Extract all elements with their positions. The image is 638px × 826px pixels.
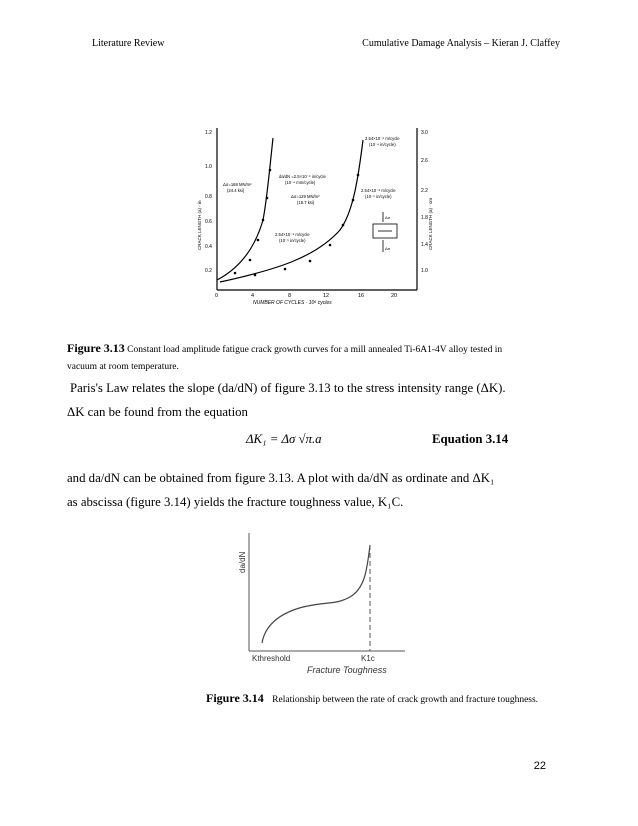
load-label-top: Δσ — [385, 215, 391, 220]
equation-label: Equation 3.14 — [432, 432, 509, 446]
y-right-tick: 1.8 — [421, 215, 428, 221]
load-label-bottom: Δσ — [385, 246, 391, 251]
equation: ΔK₁ = Δσ √π.a — [246, 432, 322, 446]
annotation: (10⁻⁴ mm/cycle) — [285, 180, 316, 185]
figure-3-13-caption-text2: vacuum at room temperature. — [67, 362, 179, 372]
dadn-sentence: and da/dN can be obtained from figure 3.13. A plot with da/dN as ordinate and ΔK₁ — [67, 471, 495, 485]
annotation: (10⁻⁶ in/cycle) — [365, 194, 392, 199]
annotation: 2.54×10⁻⁶ m/cycle — [365, 136, 400, 141]
annotation: da/dN =2.5×10⁻⁶ in/cycle — [279, 174, 326, 179]
annotation: (10⁻⁶ in/cycle) — [279, 238, 306, 243]
y-left-tick: 0.8 — [205, 194, 212, 200]
running-header-left: Literature Review — [92, 38, 165, 49]
y-left-tick: 0.6 — [205, 219, 212, 225]
y-right-tick: 2.2 — [421, 188, 428, 194]
y-axis-label: da/dN — [238, 551, 247, 573]
annotation: (24.4 ksi) — [227, 188, 245, 193]
figure-3-14-chart — [235, 525, 410, 685]
x-axis-label: NUMBER OF CYCLES · 10⁶ cycles — [253, 300, 332, 306]
x-axis-label: Fracture Toughness — [307, 665, 387, 675]
figure-3-13-caption — [67, 340, 502, 376]
annotation: Δσ=168 MN/m² — [223, 182, 252, 187]
y-right-tick: 3.0 — [421, 130, 428, 136]
y-right-tick: 1.4 — [421, 242, 428, 248]
annotation: Δσ=129 MN/m² — [291, 194, 320, 199]
figure-3-14-caption — [206, 691, 538, 706]
y-left-label: CRACK LENGTH (a) · in — [197, 200, 202, 250]
paris-law-sentence: Paris's Law relates the slope (da/dN) of figure 3.13 to the stress intensity range (ΔK). — [70, 381, 506, 395]
annotation: (10⁻⁴ in/cycle) — [369, 142, 396, 147]
figure-3-14-caption-text: Relationship between the rate of crack growth and fracture toughness. — [272, 695, 539, 705]
x-tick: 0 — [215, 293, 219, 299]
figure-3-13-caption-label: Figure 3.13 — [67, 341, 125, 355]
running-header-right: Cumulative Damage Analysis – Kieran J. Claffey — [362, 38, 560, 49]
annotation: 2.54×10⁻⁸ m/cycle — [361, 188, 396, 193]
fracture-toughness-sentence: as abscissa (figure 3.14) yields the fracture toughness value, K₁C. — [67, 495, 404, 509]
y-left-tick: 1.2 — [205, 130, 212, 136]
figure-3-13-chart — [195, 120, 435, 310]
x-tick: 20 — [391, 293, 398, 299]
y-right-tick: 2.6 — [421, 158, 428, 164]
y-left-tick: 0.4 — [205, 244, 212, 250]
y-left-tick: 1.0 — [205, 164, 212, 170]
delta-k-sentence: ΔK can be found from the equation — [67, 405, 248, 419]
annotation: 2.54×10⁻⁸ m/cycle — [275, 232, 310, 237]
x-tick: 8 — [288, 293, 292, 299]
annotation: (18.7 ksi) — [297, 200, 315, 205]
x-tick: 12 — [323, 293, 330, 299]
equation-row — [0, 432, 638, 456]
figure-3-14-caption-label: Figure 3.14 — [206, 691, 264, 705]
k1c-label: K1c — [361, 654, 375, 663]
y-right-tick: 1.0 — [421, 268, 428, 274]
x-tick: 16 — [358, 293, 365, 299]
y-right-label: CRACK LENGTH (a) · cm — [428, 197, 433, 250]
y-left-tick: 0.2 — [205, 268, 212, 274]
figure-3-13-caption-text: Constant load amplitude fatigue crack growth curves for a mill annealed Ti-6A1-4V alloy tested in — [127, 345, 503, 355]
x-tick: 4 — [251, 293, 255, 299]
page-number: 22 — [533, 760, 546, 772]
kthreshold-label: Kthreshold — [252, 654, 291, 663]
